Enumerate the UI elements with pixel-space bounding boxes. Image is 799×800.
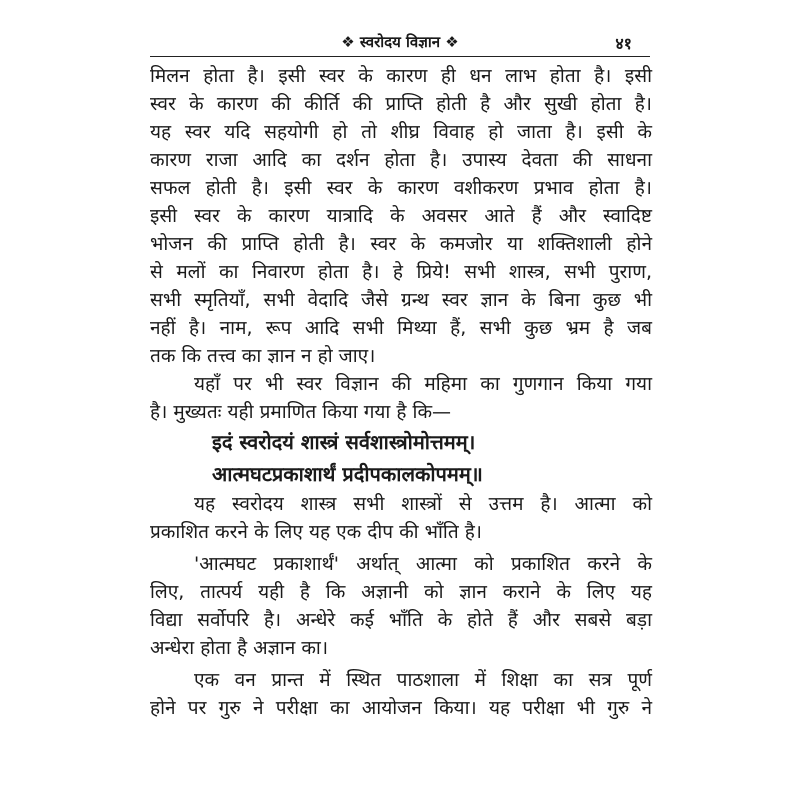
body-line: यहाँ पर भी स्वर विज्ञान की महिमा का गुणगान किया गया — [194, 373, 652, 395]
running-header — [150, 30, 650, 57]
body-line: सभी स्मृतियाँ, सभी वेदादि जैसे ग्रन्थ स्वर ज्ञान के बिना कुछ भी — [150, 289, 652, 311]
body-line: लिए, तात्पर्य यही है कि अज्ञानी को ज्ञान कराने के लिए यह — [150, 581, 652, 603]
header-title: ❖ स्वरोदय विज्ञान ❖ — [341, 33, 459, 51]
body-line: होने पर गुरु ने परीक्षा का आयोजन किया। यह परीक्षा भी गुरु ने — [150, 697, 652, 719]
body-line: यह स्वरोदय शास्त्र सभी शास्त्रों से उत्तम है। आत्मा को — [194, 493, 652, 515]
body-line: इसी स्वर के कारण यात्रादि के अवसर आते हैं और स्वादिष्ट — [150, 205, 652, 227]
body-line: स्वर के कारण की कीर्ति की प्राप्ति होती है और सुखी होता है। — [150, 93, 652, 115]
body-line: प्रकाशित करने के लिए यह एक दीप की भाँति है। — [150, 521, 483, 543]
body-line: मिलन होता है। इसी स्वर के कारण ही धन लाभ होता है। इसी — [150, 65, 652, 87]
sanskrit-verse-line: आत्मघटप्रकाशार्थं प्रदीपकालकोपमम्॥ — [212, 462, 483, 486]
body-line: अन्धेरा होता है अज्ञान का। — [150, 637, 329, 659]
body-line: विद्या सर्वोपरि है। अन्धेरे कई भाँति के होते हैं और सबसे बड़ा — [150, 609, 652, 631]
body-line: एक वन प्रान्त में स्थित पाठशाला में शिक्षा का सत्र पूर्ण — [194, 669, 652, 691]
body-line: यह स्वर यदि सहयोगी हो तो शीघ्र विवाह हो जाता है। इसी के — [150, 121, 652, 143]
body-line: सफल होती है। इसी स्वर के कारण वशीकरण प्रभाव होता है। — [150, 177, 652, 199]
body-line: से मलों का निवारण होता है। हे प्रिये! सभी शास्त्र, सभी पुराण, — [150, 261, 652, 283]
page-body — [150, 62, 652, 722]
sanskrit-verse-line: इदं स्वरोदयं शास्त्रं सर्वशास्त्रोमोत्तमम्। — [212, 430, 476, 454]
body-line: भोजन की प्राप्ति होती है। स्वर के कमजोर या शक्तिशाली होने — [150, 233, 652, 255]
body-line: तक कि तत्त्व का ज्ञान न हो जाए। — [150, 345, 376, 367]
body-line: 'आत्मघट प्रकाशार्थं' अर्थात् आत्मा को प्रकाशित करने के — [194, 553, 652, 575]
body-line: है। मुख्यतः यही प्रमाणित किया गया है कि— — [150, 401, 452, 423]
page-number: ४१ — [615, 34, 632, 53]
body-line: नहीं है। नाम, रूप आदि सभी मिथ्या हैं, सभी कुछ भ्रम है जब — [150, 317, 652, 339]
body-line: कारण राजा आदि का दर्शन होता है। उपास्य देवता की साधना — [150, 149, 652, 171]
